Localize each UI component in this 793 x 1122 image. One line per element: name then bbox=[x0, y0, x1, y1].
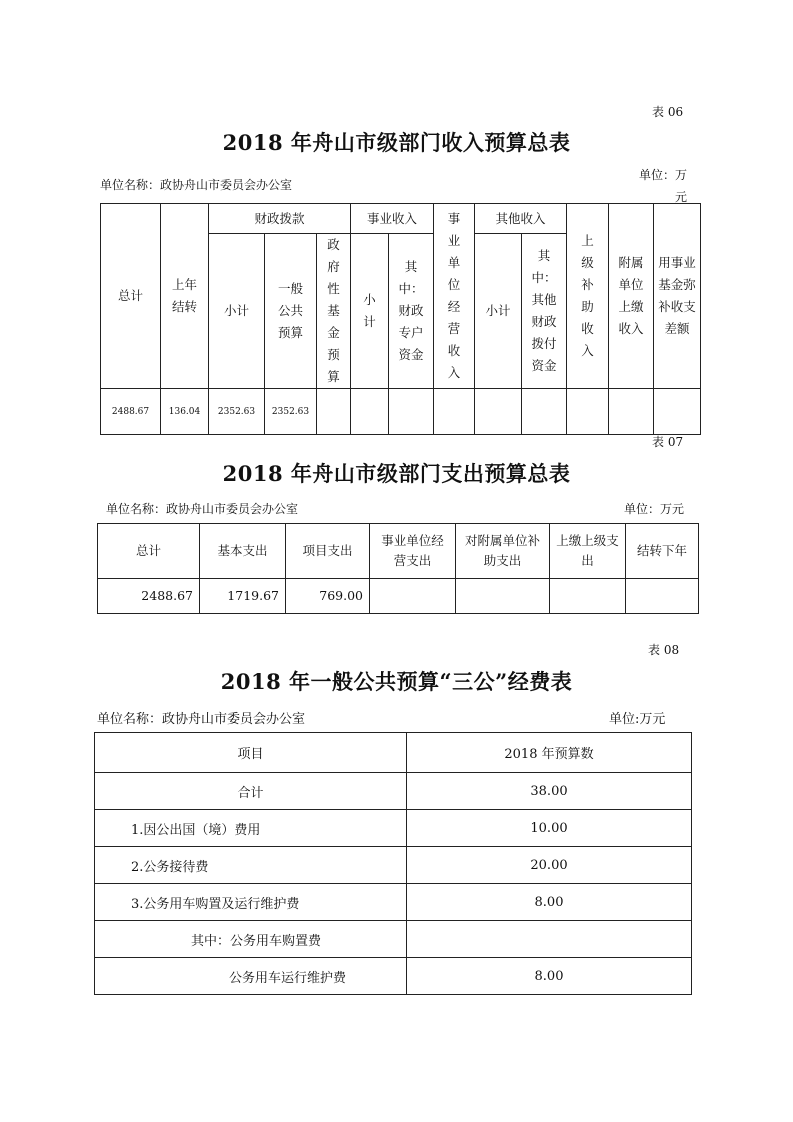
cell-affiliated-income bbox=[609, 389, 654, 435]
expense-budget-table bbox=[97, 523, 699, 614]
income-budget-table bbox=[100, 203, 701, 435]
table-row bbox=[95, 773, 692, 810]
cell-fund-balance bbox=[654, 389, 701, 435]
expense-header-total: 总计 bbox=[98, 524, 200, 579]
expense-cell-affiliated-subsidy bbox=[456, 579, 550, 614]
header-fiscal: 财政拨款 bbox=[209, 204, 351, 234]
header-business-income: 事业收入 bbox=[351, 204, 434, 234]
table07-unit-name: 单位名称：政协舟山市委员会办公室 bbox=[106, 502, 299, 516]
row-value: 10.00 bbox=[407, 810, 692, 847]
cell-gov-fund bbox=[317, 389, 351, 435]
expense-cell-superior-payment bbox=[550, 579, 626, 614]
header-affiliated-income: 附属单位上缴收入 bbox=[609, 204, 654, 389]
cell-operating-income bbox=[434, 389, 475, 435]
expense-cell-total: 2488.67 bbox=[98, 579, 200, 614]
row-value bbox=[407, 921, 692, 958]
header-operating-income: 事业单位经营收入 bbox=[434, 204, 475, 389]
expense-cell-project: 769.00 bbox=[286, 579, 370, 614]
table-row bbox=[95, 847, 692, 884]
header-general-budget: 一般公共预算 bbox=[265, 234, 317, 389]
header-gov-fund: 政府性基金预算 bbox=[317, 234, 351, 389]
header-other-subtotal: 小计 bbox=[475, 234, 522, 389]
cell-superior-subsidy bbox=[567, 389, 609, 435]
table08-unit: 单位:万元 bbox=[609, 712, 666, 727]
row-label: 合计 bbox=[95, 773, 407, 810]
expense-header-operating: 事业单位经营支出 bbox=[370, 524, 456, 579]
header-carryover: 上年结转 bbox=[161, 204, 209, 389]
header-total: 总计 bbox=[101, 204, 161, 389]
table08-title: 2018 年一般公共预算“三公”经费表 bbox=[220, 669, 573, 694]
expense-cell-carry-forward bbox=[626, 579, 699, 614]
row-label: 公务用车运行维护费 bbox=[95, 958, 407, 995]
header-superior-subsidy: 上级补助收入 bbox=[567, 204, 609, 389]
table-row bbox=[95, 884, 692, 921]
header-special-account: 其中：财政专户资金 bbox=[389, 234, 434, 389]
header-fund-balance: 用事业基金弥补收支差额 bbox=[654, 204, 701, 389]
cell-fiscal-subtotal: 2352.63 bbox=[209, 389, 265, 435]
row-label: 2.公务接待费 bbox=[95, 847, 407, 884]
cell-other-fiscal bbox=[522, 389, 567, 435]
table07-title: 2018 年舟山市级部门支出预算总表 bbox=[222, 461, 571, 486]
row-label: 3.公务用车购置及运行维护费 bbox=[95, 884, 407, 921]
table06-tag: 表 06 bbox=[652, 105, 684, 119]
expense-header-affiliated-subsidy: 对附属单位补助支出 bbox=[456, 524, 550, 579]
cell-general-budget: 2352.63 bbox=[265, 389, 317, 435]
table07-tag: 表 07 bbox=[652, 435, 684, 449]
cell-carryover: 136.04 bbox=[161, 389, 209, 435]
three-public-header-budget: 2018 年预算数 bbox=[407, 733, 692, 773]
header-other-income: 其他收入 bbox=[475, 204, 567, 234]
table-row bbox=[95, 810, 692, 847]
table-row bbox=[95, 921, 692, 958]
expense-header-superior-payment: 上缴上级支出 bbox=[550, 524, 626, 579]
cell-other-subtotal bbox=[475, 389, 522, 435]
expense-cell-basic: 1719.67 bbox=[200, 579, 286, 614]
header-other-fiscal: 其中：其他财政拨付资金 bbox=[522, 234, 567, 389]
expense-header-project: 项目支出 bbox=[286, 524, 370, 579]
table08-tag: 表 08 bbox=[648, 643, 680, 657]
row-value: 8.00 bbox=[407, 958, 692, 995]
row-value: 38.00 bbox=[407, 773, 692, 810]
expense-header-basic: 基本支出 bbox=[200, 524, 286, 579]
table06-unit-name: 单位名称：政协舟山市委员会办公室 bbox=[100, 178, 293, 192]
table08-unit-name: 单位名称：政协舟山市委员会办公室 bbox=[97, 712, 306, 727]
cell-total: 2488.67 bbox=[101, 389, 161, 435]
table06-unit: 单位：万元 bbox=[638, 168, 687, 204]
row-label: 其中：公务用车购置费 bbox=[95, 921, 407, 958]
three-public-expenses-table bbox=[94, 732, 692, 995]
expense-cell-operating bbox=[370, 579, 456, 614]
table06-title: 2018 年舟山市级部门收入预算总表 bbox=[222, 130, 571, 155]
row-label: 1.因公出国（境）费用 bbox=[95, 810, 407, 847]
cell-special-account bbox=[389, 389, 434, 435]
three-public-header-item: 项目 bbox=[95, 733, 407, 773]
table-row bbox=[95, 958, 692, 995]
header-fiscal-subtotal: 小计 bbox=[209, 234, 265, 389]
header-business-subtotal: 小计 bbox=[351, 234, 389, 389]
expense-header-carry-forward: 结转下年 bbox=[626, 524, 699, 579]
table07-unit: 单位：万元 bbox=[624, 502, 685, 516]
row-value: 20.00 bbox=[407, 847, 692, 884]
row-value: 8.00 bbox=[407, 884, 692, 921]
cell-business-subtotal bbox=[351, 389, 389, 435]
